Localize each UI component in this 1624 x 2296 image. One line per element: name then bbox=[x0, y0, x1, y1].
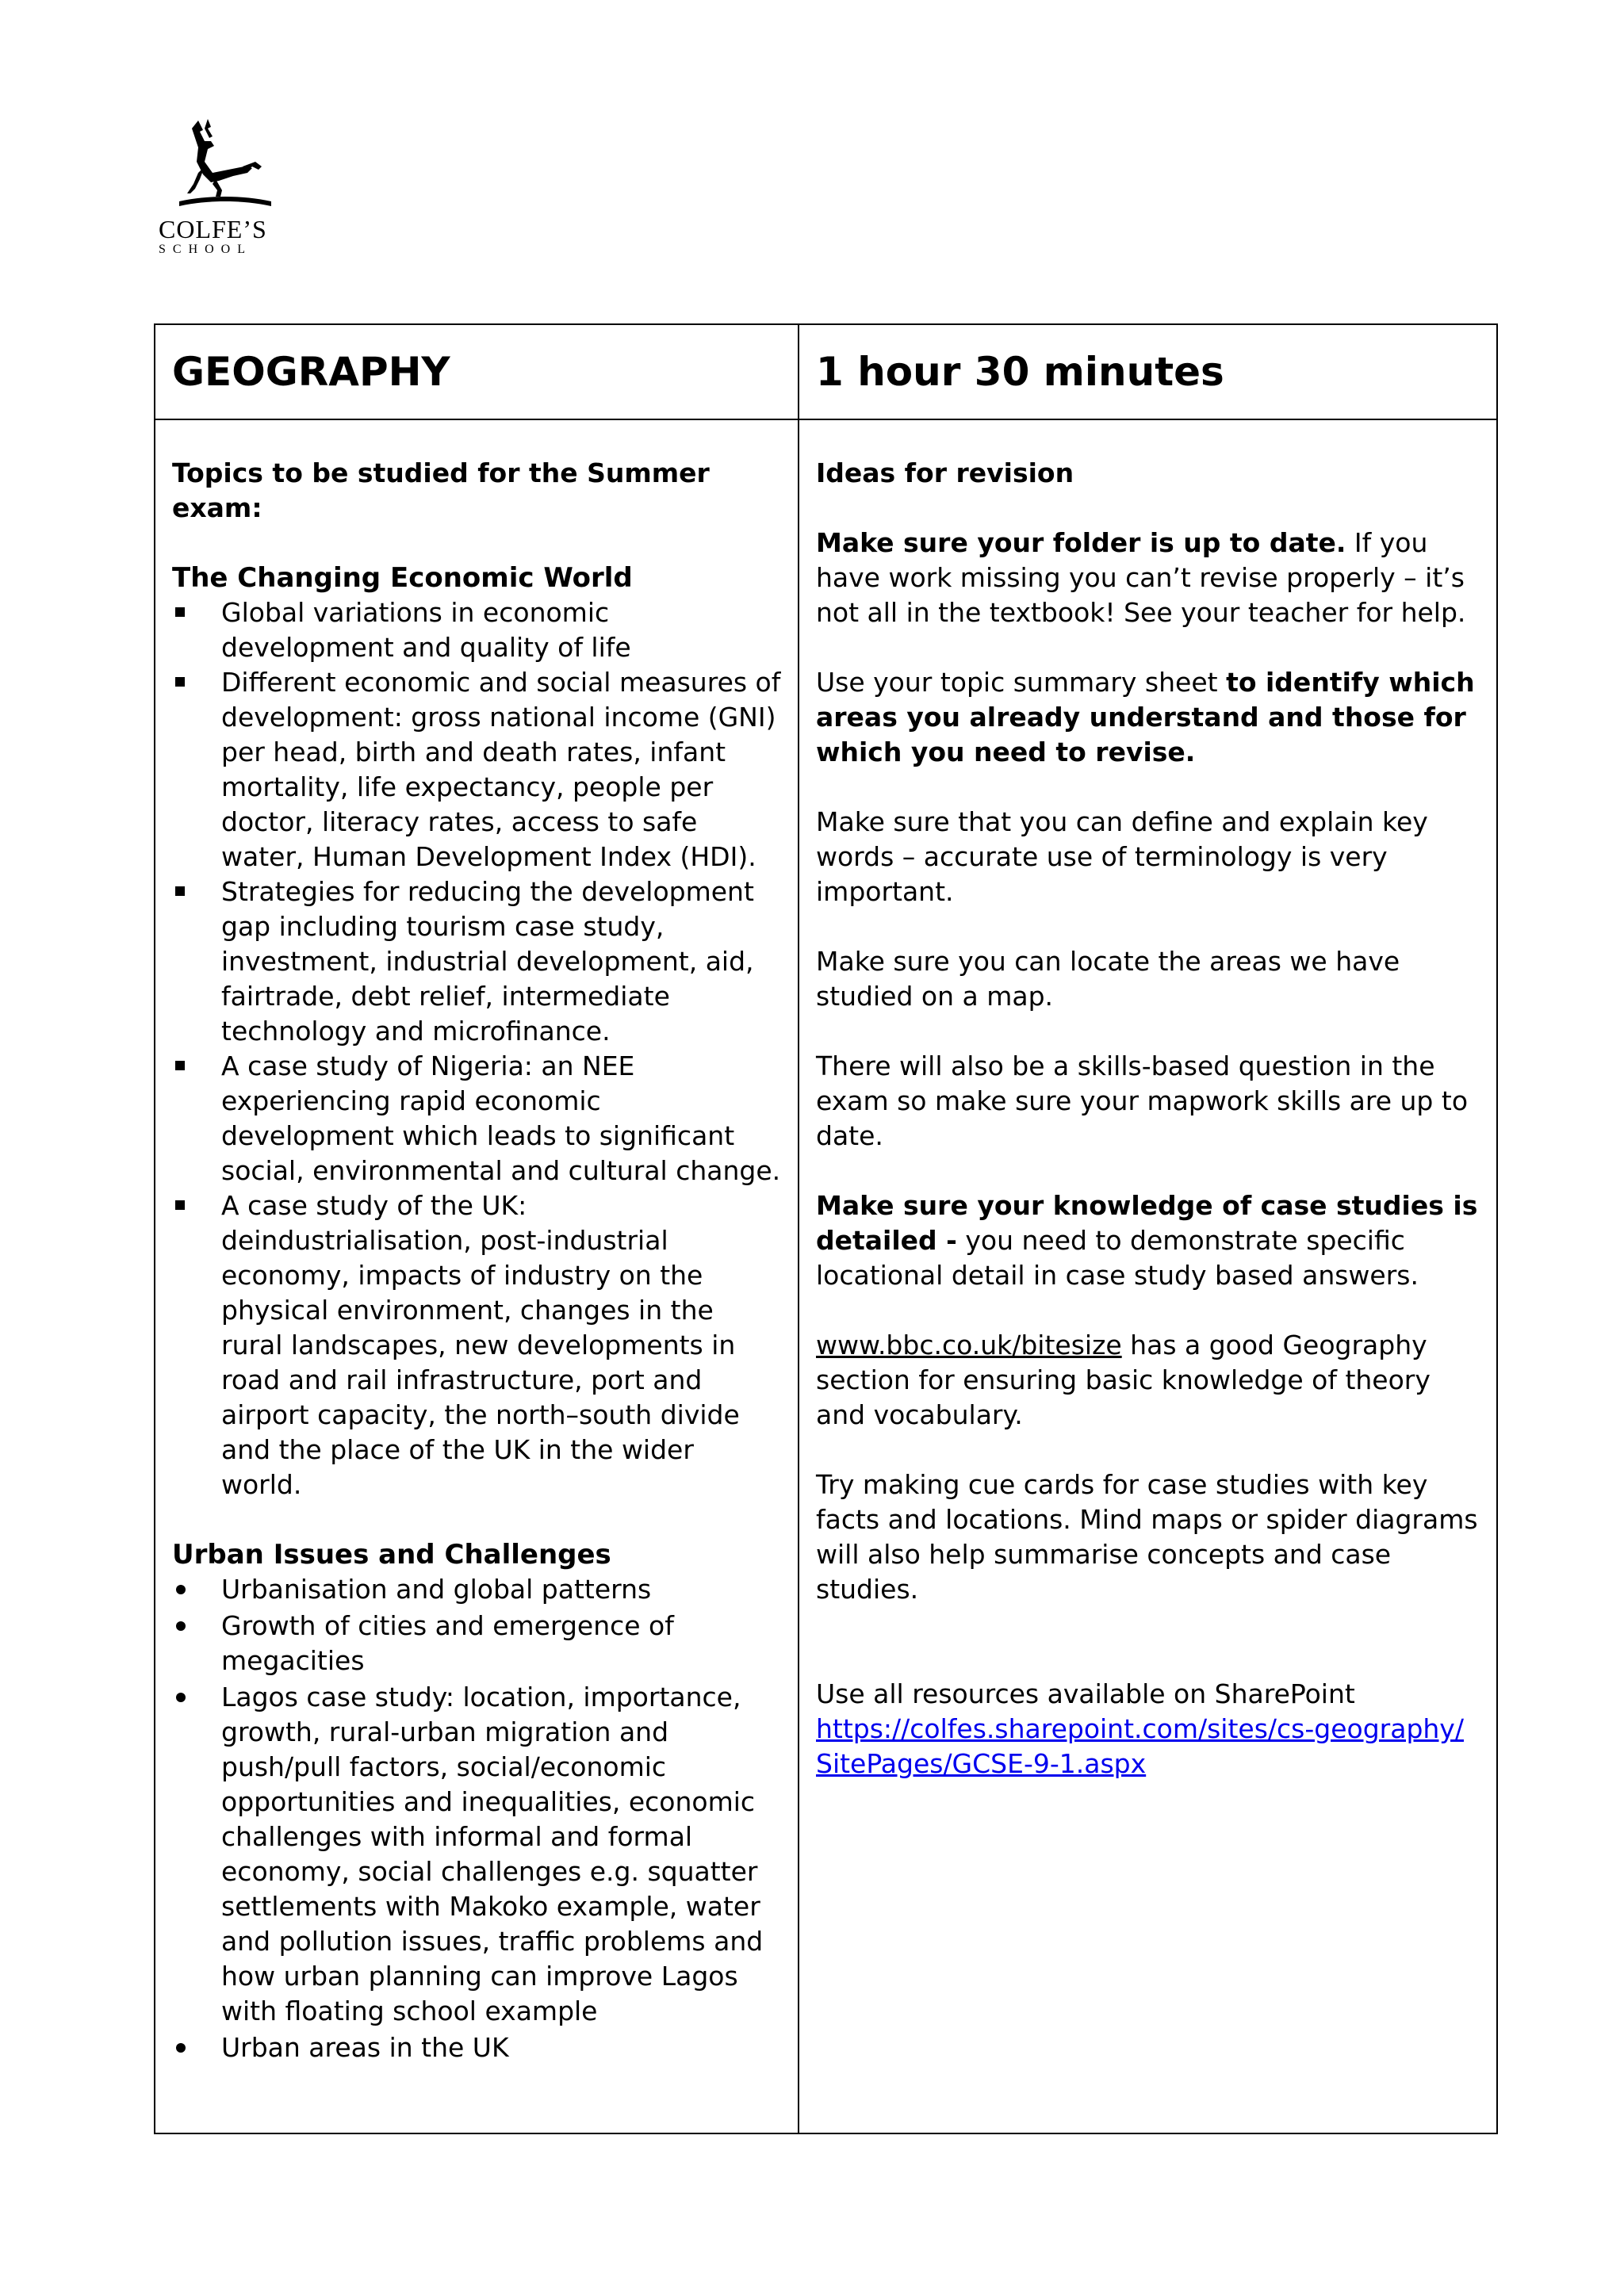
revision-ideas-cell bbox=[799, 419, 1497, 2133]
topics-intro: Topics to be studied for the Summer exam: bbox=[172, 457, 710, 523]
logo-name: COLFE’S bbox=[159, 215, 267, 243]
summary-sheet-bold: to identify which areas you already understand and those for which you need to revise. bbox=[816, 667, 1475, 767]
section-title-urban-issues: Urban Issues and Challenges bbox=[172, 1539, 611, 1571]
summary-sheet-paragraph bbox=[816, 665, 1480, 770]
school-logo bbox=[159, 117, 293, 257]
list-item: Growth of cities and emergence of megacities bbox=[172, 1609, 781, 1678]
subject-title: GEOGRAPHY bbox=[172, 349, 450, 395]
sharepoint-link[interactable]: https://colfes.sharepoint.com/sites/cs-geography/SitePages/GCSE-9-1.aspx bbox=[816, 1713, 1464, 1779]
bitesize-text: has a good Geography section for ensuring basic knowledge of theory and vocabulary. bbox=[816, 1330, 1431, 1430]
exam-duration: 1 hour 30 minutes bbox=[816, 349, 1224, 395]
list-item: A case study of the UK: deindustrialisation, post-industrial economy, impacts of industry on the physical environment, changes in the rural landscapes, new developments in road and rail infrastructure, port and airport capacity, the north–south divide and the place of the UK in the wider world. bbox=[172, 1188, 781, 1502]
list-item: A case study of Nigeria: an NEE experiencing rapid economic development which leads to significant social, environmental and cultural change. bbox=[172, 1049, 781, 1188]
list-item: Lagos case study: location, importance, growth, rural-urban migration and push/pull factors, social/economic opportunities and inequalities, economic challenges with informal and formal economy, social challenges e.g. squatter settlements with Makoko example, water and pollution issues, traffic problems and how urban planning can improve Lagos with floating school example bbox=[172, 1680, 781, 2029]
stag-icon bbox=[176, 117, 274, 214]
sharepoint-paragraph bbox=[816, 1677, 1480, 1781]
economic-world-list bbox=[172, 595, 781, 1502]
list-item: Urban areas in the UK bbox=[172, 2030, 781, 2065]
skills-paragraph: There will also be a skills-based question in the exam so make sure your mapwork skills are up to date. bbox=[816, 1050, 1469, 1151]
bitesize-paragraph bbox=[816, 1328, 1480, 1433]
duration-header-cell bbox=[799, 324, 1497, 419]
subject-header-cell bbox=[155, 324, 799, 419]
logo-subtitle: SCHOOL bbox=[159, 243, 253, 256]
case-studies-paragraph bbox=[816, 1188, 1480, 1293]
section-title-economic-world: The Changing Economic World bbox=[172, 562, 633, 594]
topics-cell bbox=[155, 419, 799, 2133]
cue-cards-paragraph: Try making cue cards for case studies with key facts and locations. Mind maps or spider diagrams will also help summarise concepts and case studies. bbox=[816, 1469, 1478, 1605]
sharepoint-text: Use all resources available on SharePoint bbox=[816, 1678, 1355, 1709]
folder-bold: Make sure your folder is up to date. bbox=[816, 527, 1346, 558]
summary-sheet-text: Use your topic summary sheet bbox=[816, 667, 1227, 698]
list-item: Strategies for reducing the development gap including tourism case study, investment, industrial development, aid, fairtrade, debt relief, intermediate technology and microfinance. bbox=[172, 874, 781, 1049]
key-words-paragraph: Make sure that you can define and explain key words – accurate use of terminology is very important. bbox=[816, 806, 1428, 907]
revision-table bbox=[154, 323, 1498, 2134]
urban-issues-list bbox=[172, 1572, 781, 2065]
list-item: Urbanisation and global patterns bbox=[172, 1572, 781, 1607]
map-paragraph: Make sure you can locate the areas we have studied on a map. bbox=[816, 946, 1400, 1012]
folder-text: If you have work missing you can’t revise properly – it’s not all in the textbook! See your teacher for help. bbox=[816, 527, 1466, 628]
revision-title: Ideas for revision bbox=[816, 457, 1074, 488]
folder-paragraph bbox=[816, 526, 1480, 630]
list-item: Different economic and social measures of development: gross national income (GNI) per head, birth and death rates, infant mortality, life expectancy, people per doctor, literacy rates, access to safe water, Human Development Index (HDI). bbox=[172, 665, 781, 874]
case-studies-bold: Make sure your knowledge of case studies is detailed - bbox=[816, 1190, 1478, 1256]
list-item: Global variations in economic development and quality of life bbox=[172, 595, 781, 665]
case-studies-text: you need to demonstrate specific locational detail in case study based answers. bbox=[816, 1225, 1419, 1291]
bitesize-link[interactable]: www.bbc.co.uk/bitesize bbox=[816, 1330, 1122, 1360]
